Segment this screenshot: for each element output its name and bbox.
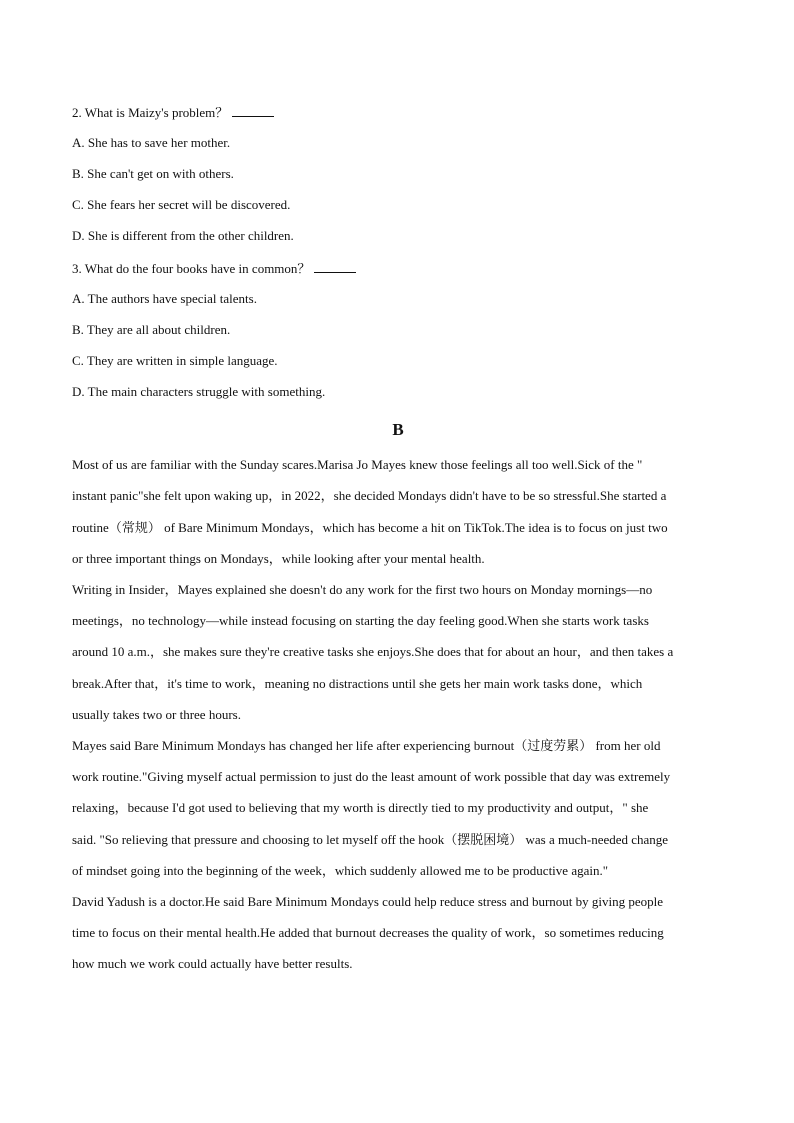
passage-line: said. "So relieving that pressure and choosing to let myself off the hook（摆脱困境） was a much-needed change [72, 832, 669, 847]
question-2-option-b: B. She can't get on with others. [72, 166, 234, 181]
passage-line: Mayes said Bare Minimum Mondays has changed her life after experiencing burnout（过度劳累） from her old [72, 738, 661, 753]
passage-line: Most of us are familiar with the Sunday scares.Marisa Jo Mayes knew those feelings all too well.Sick of the " [72, 457, 643, 472]
passage-line: around 10 a.m.，she makes sure they're creative tasks she enjoys.She does that for about an hour，and then takes a [72, 644, 674, 659]
section-title: B [392, 420, 404, 439]
passage-line: of mindset going into the beginning of the week，which suddenly allowed me to be productive again." [72, 863, 609, 878]
passage-line: relaxing，because I'd got used to believing that my worth is directly tied to my productivity and output，" she [72, 800, 649, 815]
question-2-option-d: D. She is different from the other children. [72, 228, 294, 243]
question-3-option-b: B. They are all about children. [72, 322, 231, 337]
question-2-stem [72, 104, 274, 121]
question-3-text: 3. What do the four books have in common？ [72, 261, 311, 276]
passage-line: time to focus on their mental health.He added that burnout decreases the quality of work，so sometimes reducing [72, 925, 664, 940]
passage-line: usually takes two or three hours. [72, 707, 241, 722]
document-page [72, 0, 724, 1123]
question-3-option-c: C. They are written in simple language. [72, 353, 278, 368]
passage-line: David Yadush is a doctor.He said Bare Minimum Mondays could help reduce stress and burnout by giving people [72, 894, 664, 909]
passage-line: how much we work could actually have better results. [72, 956, 353, 971]
question-3-option-d: D. The main characters struggle with something. [72, 384, 326, 399]
passage-line: routine（常规） of Bare Minimum Mondays，which has become a hit on TikTok.The idea is to focus on just two [72, 520, 668, 535]
answer-blank [232, 104, 274, 117]
passage-line: Writing in Insider，Mayes explained she doesn't do any work for the first two hours on Monday mornings—no [72, 582, 653, 597]
passage-line: work routine."Giving myself actual permission to just do the least amount of work possible that day was extremely [72, 769, 671, 784]
question-2-option-a: A. She has to save her mother. [72, 135, 231, 150]
passage-line: instant panic"she felt upon waking up，in 2022，she decided Mondays didn't have to be so stressful.She started a [72, 488, 667, 503]
question-2-option-c: C. She fears her secret will be discovered. [72, 197, 291, 212]
answer-blank [314, 260, 356, 273]
passage-line: meetings，no technology—while instead focusing on starting the day feeling good.When she starts work tasks [72, 613, 649, 628]
question-3-option-a: A. The authors have special talents. [72, 291, 257, 306]
passage-line: break.After that，it's time to work，meaning no distractions until she gets her main work tasks done，which [72, 676, 643, 691]
question-3-stem [72, 260, 356, 277]
passage-line: or three important things on Mondays，while looking after your mental health. [72, 551, 485, 566]
question-2-text: 2. What is Maizy's problem？ [72, 105, 229, 120]
